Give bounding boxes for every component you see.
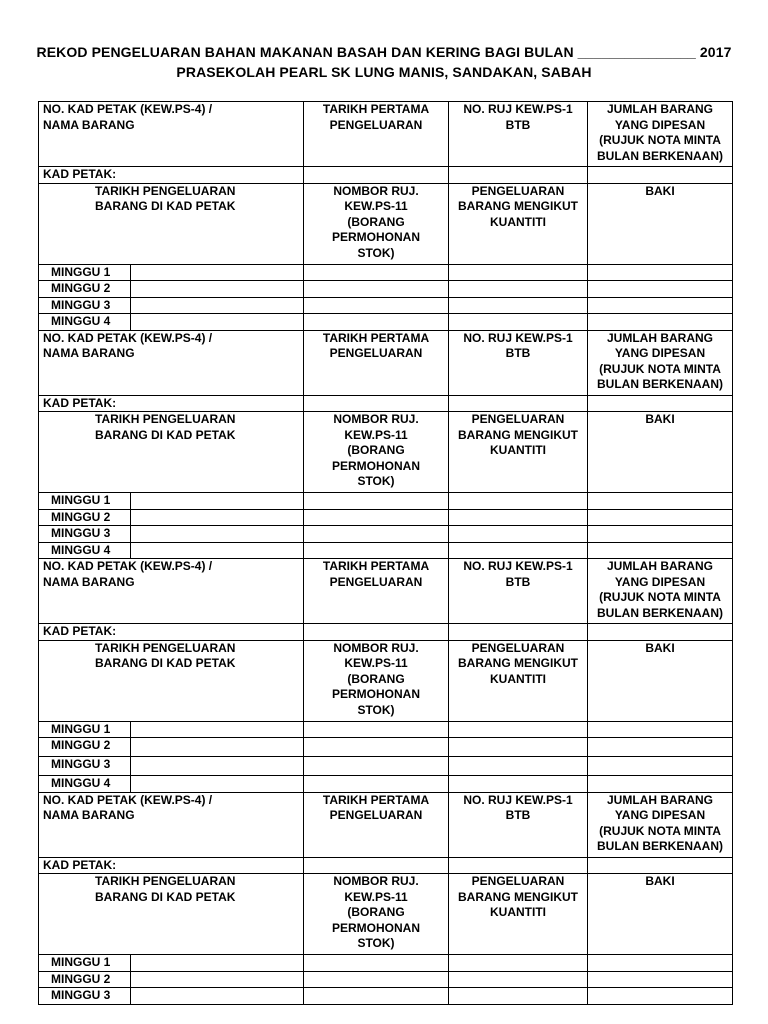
- week-input-cell[interactable]: [131, 955, 304, 972]
- week-input-cell[interactable]: [131, 971, 304, 988]
- baki-header: BAKI: [588, 412, 733, 493]
- week-input-cell[interactable]: [449, 297, 588, 314]
- week-input-cell[interactable]: [131, 264, 304, 281]
- week-input-cell[interactable]: [449, 281, 588, 298]
- week-input-cell[interactable]: [588, 776, 733, 793]
- week-input-cell[interactable]: [449, 542, 588, 559]
- no-ruj-btb-header: NO. RUJ KEW.PS-1 BTB: [449, 792, 588, 857]
- kad-petak-input-cell[interactable]: [304, 624, 449, 641]
- week-row: [39, 971, 733, 988]
- week-input-cell[interactable]: [588, 757, 733, 776]
- tarikh-pengeluaran-header: TARIKH PENGELUARAN BARANG DI KAD PETAK: [39, 412, 304, 493]
- week-input-cell[interactable]: [588, 526, 733, 543]
- week-input-cell[interactable]: [304, 971, 449, 988]
- week-row: [39, 955, 733, 972]
- week-input-cell[interactable]: [449, 314, 588, 331]
- tarikh-pengeluaran-header: TARIKH PENGELUARAN BARANG DI KAD PETAK: [39, 640, 304, 721]
- week-label: MINGGU 2: [39, 509, 131, 526]
- pengeluaran-kuantiti-header: PENGELUARAN BARANG MENGIKUT KUANTITI: [449, 412, 588, 493]
- week-row: [39, 526, 733, 543]
- week-row: [39, 757, 733, 776]
- week-input-cell[interactable]: [588, 955, 733, 972]
- week-input-cell[interactable]: [131, 526, 304, 543]
- week-row: [39, 542, 733, 559]
- week-input-cell[interactable]: [304, 988, 449, 1005]
- kad-petak-input-cell[interactable]: [588, 167, 733, 184]
- week-label: MINGGU 3: [39, 988, 131, 1005]
- nombor-ruj-header: NOMBOR RUJ. KEW.PS-11 (BORANG PERMOHONAN STOK): [304, 412, 449, 493]
- jumlah-barang-header: JUMLAH BARANG YANG DIPESAN (RUJUK NOTA MINTA BULAN BERKENAAN): [588, 559, 733, 624]
- week-input-cell[interactable]: [449, 971, 588, 988]
- week-input-cell[interactable]: [304, 264, 449, 281]
- week-input-cell[interactable]: [304, 542, 449, 559]
- week-label: MINGGU 1: [39, 493, 131, 510]
- week-input-cell[interactable]: [449, 526, 588, 543]
- tarikh-pertama-header: TARIKH PERTAMA PENGELUARAN: [304, 559, 449, 624]
- kad-petak-input-cell[interactable]: [588, 857, 733, 874]
- week-label: MINGGU 2: [39, 738, 131, 757]
- kad-petak-row: [39, 395, 733, 412]
- nombor-ruj-header: NOMBOR RUJ. KEW.PS-11 (BORANG PERMOHONAN STOK): [304, 874, 449, 955]
- week-input-cell[interactable]: [449, 776, 588, 793]
- week-label: MINGGU 2: [39, 281, 131, 298]
- kad-petak-nama-barang-header: NO. KAD PETAK (KEW.PS-4) / NAMA BARANG: [39, 330, 304, 395]
- week-label: MINGGU 3: [39, 757, 131, 776]
- kad-petak-label: KAD PETAK:: [39, 395, 304, 412]
- kad-petak-label: KAD PETAK:: [39, 624, 304, 641]
- week-label: MINGGU 1: [39, 955, 131, 972]
- baki-header: BAKI: [588, 183, 733, 264]
- week-input-cell[interactable]: [131, 281, 304, 298]
- kad-petak-label: KAD PETAK:: [39, 857, 304, 874]
- week-input-cell[interactable]: [131, 776, 304, 793]
- section-header-row: [39, 792, 733, 857]
- week-input-cell[interactable]: [449, 721, 588, 738]
- section-header-row: [39, 559, 733, 624]
- baki-header: BAKI: [588, 640, 733, 721]
- kad-petak-row: [39, 624, 733, 641]
- kad-petak-input-cell[interactable]: [449, 857, 588, 874]
- section-subheader-row: [39, 874, 733, 955]
- kad-petak-row: [39, 167, 733, 184]
- tarikh-pertama-header: TARIKH PERTAMA PENGELUARAN: [304, 102, 449, 167]
- week-input-cell[interactable]: [304, 721, 449, 738]
- week-label: MINGGU 4: [39, 776, 131, 793]
- week-input-cell[interactable]: [304, 509, 449, 526]
- week-input-cell[interactable]: [131, 314, 304, 331]
- kad-petak-row: [39, 857, 733, 874]
- week-input-cell[interactable]: [449, 988, 588, 1005]
- tarikh-pertama-header: TARIKH PERTAMA PENGELUARAN: [304, 330, 449, 395]
- week-label: MINGGU 3: [39, 297, 131, 314]
- week-input-cell[interactable]: [304, 493, 449, 510]
- week-input-cell[interactable]: [449, 509, 588, 526]
- week-label: MINGGU 4: [39, 314, 131, 331]
- jumlah-barang-header: JUMLAH BARANG YANG DIPESAN (RUJUK NOTA MINTA BULAN BERKENAAN): [588, 330, 733, 395]
- jumlah-barang-header: JUMLAH BARANG YANG DIPESAN (RUJUK NOTA MINTA BULAN BERKENAAN): [588, 792, 733, 857]
- week-input-cell[interactable]: [449, 738, 588, 757]
- week-input-cell[interactable]: [449, 757, 588, 776]
- week-input-cell[interactable]: [588, 988, 733, 1005]
- week-input-cell[interactable]: [131, 509, 304, 526]
- kad-petak-nama-barang-header: NO. KAD PETAK (KEW.PS-4) / NAMA BARANG: [39, 102, 304, 167]
- week-input-cell[interactable]: [131, 738, 304, 757]
- jumlah-barang-header: JUMLAH BARANG YANG DIPESAN (RUJUK NOTA MINTA BULAN BERKENAAN): [588, 102, 733, 167]
- pengeluaran-kuantiti-header: PENGELUARAN BARANG MENGIKUT KUANTITI: [449, 874, 588, 955]
- kad-petak-input-cell[interactable]: [304, 857, 449, 874]
- week-input-cell[interactable]: [588, 738, 733, 757]
- week-input-cell[interactable]: [131, 988, 304, 1005]
- document-title: REKOD PENGELUARAN BAHAN MAKANAN BASAH DAN KERING BAGI BULAN _______________ 2017: [36, 44, 732, 60]
- week-input-cell[interactable]: [449, 955, 588, 972]
- week-input-cell[interactable]: [588, 509, 733, 526]
- week-row: [39, 988, 733, 1005]
- tarikh-pengeluaran-header: TARIKH PENGELUARAN BARANG DI KAD PETAK: [39, 183, 304, 264]
- no-ruj-btb-header: NO. RUJ KEW.PS-1 BTB: [449, 559, 588, 624]
- pengeluaran-kuantiti-header: PENGELUARAN BARANG MENGIKUT KUANTITI: [449, 183, 588, 264]
- week-input-cell[interactable]: [131, 757, 304, 776]
- week-input-cell[interactable]: [131, 721, 304, 738]
- week-input-cell[interactable]: [588, 297, 733, 314]
- week-row: [39, 297, 733, 314]
- kad-petak-input-cell[interactable]: [588, 624, 733, 641]
- week-input-cell[interactable]: [449, 493, 588, 510]
- kad-petak-label: KAD PETAK:: [39, 167, 304, 184]
- nombor-ruj-header: NOMBOR RUJ. KEW.PS-11 (BORANG PERMOHONAN STOK): [304, 640, 449, 721]
- week-input-cell[interactable]: [304, 955, 449, 972]
- week-label: MINGGU 1: [39, 721, 131, 738]
- week-row: [39, 314, 733, 331]
- week-input-cell[interactable]: [588, 971, 733, 988]
- week-row: [39, 721, 733, 738]
- kad-petak-input-cell[interactable]: [449, 167, 588, 184]
- week-row: [39, 264, 733, 281]
- week-input-cell[interactable]: [304, 314, 449, 331]
- section-subheader-row: [39, 412, 733, 493]
- week-input-cell[interactable]: [304, 297, 449, 314]
- section-header-row: [39, 330, 733, 395]
- week-input-cell[interactable]: [449, 264, 588, 281]
- section-subheader-row: [39, 640, 733, 721]
- week-input-cell[interactable]: [304, 776, 449, 793]
- week-input-cell[interactable]: [588, 542, 733, 559]
- no-ruj-btb-header: NO. RUJ KEW.PS-1 BTB: [449, 102, 588, 167]
- week-label: MINGGU 3: [39, 526, 131, 543]
- week-row: [39, 738, 733, 757]
- week-input-cell[interactable]: [588, 281, 733, 298]
- week-input-cell[interactable]: [588, 264, 733, 281]
- week-input-cell[interactable]: [131, 542, 304, 559]
- document-subtitle: PRASEKOLAH PEARL SK LUNG MANIS, SANDAKAN, SABAH: [176, 64, 592, 80]
- section-header-row: [39, 102, 733, 167]
- week-input-cell[interactable]: [131, 297, 304, 314]
- kad-petak-nama-barang-header: NO. KAD PETAK (KEW.PS-4) / NAMA BARANG: [39, 559, 304, 624]
- week-row: [39, 509, 733, 526]
- section-subheader-row: [39, 183, 733, 264]
- week-input-cell[interactable]: [304, 757, 449, 776]
- week-input-cell[interactable]: [304, 281, 449, 298]
- nombor-ruj-header: NOMBOR RUJ. KEW.PS-11 (BORANG PERMOHONAN STOK): [304, 183, 449, 264]
- pengeluaran-kuantiti-header: PENGELUARAN BARANG MENGIKUT KUANTITI: [449, 640, 588, 721]
- week-label: MINGGU 1: [39, 264, 131, 281]
- week-input-cell[interactable]: [588, 314, 733, 331]
- week-input-cell[interactable]: [304, 526, 449, 543]
- baki-header: BAKI: [588, 874, 733, 955]
- week-row: [39, 493, 733, 510]
- issuance-record-table: [38, 101, 733, 1005]
- week-input-cell[interactable]: [588, 493, 733, 510]
- tarikh-pengeluaran-header: TARIKH PENGELUARAN BARANG DI KAD PETAK: [39, 874, 304, 955]
- week-input-cell[interactable]: [304, 738, 449, 757]
- kad-petak-nama-barang-header: NO. KAD PETAK (KEW.PS-4) / NAMA BARANG: [39, 792, 304, 857]
- week-label: MINGGU 2: [39, 971, 131, 988]
- kad-petak-input-cell[interactable]: [449, 395, 588, 412]
- kad-petak-input-cell[interactable]: [304, 167, 449, 184]
- kad-petak-input-cell[interactable]: [588, 395, 733, 412]
- kad-petak-input-cell[interactable]: [449, 624, 588, 641]
- week-input-cell[interactable]: [131, 493, 304, 510]
- kad-petak-input-cell[interactable]: [304, 395, 449, 412]
- tarikh-pertama-header: TARIKH PERTAMA PENGELUARAN: [304, 792, 449, 857]
- week-label: MINGGU 4: [39, 542, 131, 559]
- week-input-cell[interactable]: [588, 721, 733, 738]
- week-row: [39, 776, 733, 793]
- week-row: [39, 281, 733, 298]
- no-ruj-btb-header: NO. RUJ KEW.PS-1 BTB: [449, 330, 588, 395]
